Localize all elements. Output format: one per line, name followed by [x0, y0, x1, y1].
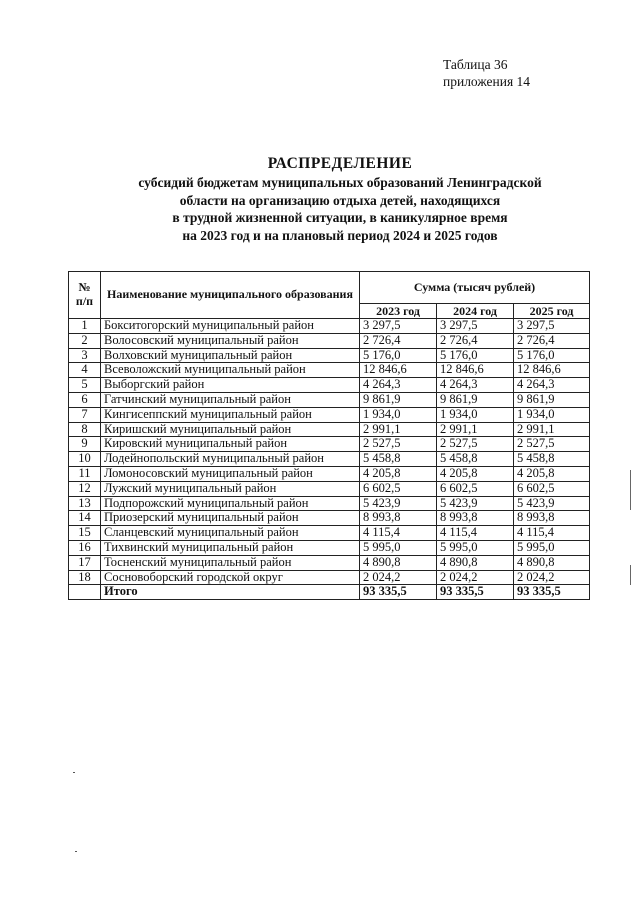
municipality-name: Гатчинский муниципальный район — [101, 392, 360, 407]
municipality-name: Выборгский район — [101, 378, 360, 393]
table-row — [69, 511, 590, 526]
value-2025: 2 024,2 — [514, 570, 590, 585]
value-2025: 4 205,8 — [514, 466, 590, 481]
row-number: 14 — [69, 511, 101, 526]
value-2023: 6 602,5 — [360, 481, 437, 496]
value-2023: 2 991,1 — [360, 422, 437, 437]
value-2023: 4 264,3 — [360, 378, 437, 393]
value-2023: 4 890,8 — [360, 555, 437, 570]
row-number: 16 — [69, 540, 101, 555]
subtitle-line-1: субсидий бюджетам муниципальных образований Ленинградской — [138, 175, 542, 190]
header-sum: Сумма (тысяч рублей) — [360, 272, 590, 304]
municipality-name: Бокситогорский муниципальный район — [101, 319, 360, 334]
value-2024: 12 846,6 — [437, 363, 514, 378]
row-number: 6 — [69, 392, 101, 407]
value-2024: 5 458,8 — [437, 452, 514, 467]
value-2025: 5 423,9 — [514, 496, 590, 511]
municipality-name: Волосовский муниципальный район — [101, 333, 360, 348]
scan-speck — [73, 772, 75, 773]
value-2024: 2 024,2 — [437, 570, 514, 585]
table-reference — [443, 56, 530, 90]
row-number: 5 — [69, 378, 101, 393]
municipality-name: Тосненский муниципальный район — [101, 555, 360, 570]
municipality-name: Сосновоборский городской округ — [101, 570, 360, 585]
total-row — [69, 585, 590, 600]
value-2023: 3 297,5 — [360, 319, 437, 334]
value-2023: 4 115,4 — [360, 526, 437, 541]
row-number: 2 — [69, 333, 101, 348]
table-row — [69, 333, 590, 348]
subtitle-line-2: области на организацию отдыха детей, находящихся — [179, 192, 501, 208]
table-row — [69, 319, 590, 334]
value-2024: 4 205,8 — [437, 466, 514, 481]
value-2023: 2 726,4 — [360, 333, 437, 348]
row-number: 17 — [69, 555, 101, 570]
table-row — [69, 422, 590, 437]
municipality-name: Киришский муниципальный район — [101, 422, 360, 437]
municipality-name: Приозерский муниципальный район — [101, 511, 360, 526]
table-row — [69, 540, 590, 555]
municipality-name: Сланцевский муниципальный район — [101, 526, 360, 541]
header-row-number: № п/п — [69, 272, 101, 319]
table-row — [69, 392, 590, 407]
header-municipality-name: Наименование муниципального образования — [101, 272, 360, 319]
distribution-table — [68, 271, 590, 600]
value-2023: 9 861,9 — [360, 392, 437, 407]
row-number: 4 — [69, 363, 101, 378]
row-number: 3 — [69, 348, 101, 363]
table-row — [69, 407, 590, 422]
row-number: 1 — [69, 319, 101, 334]
value-2024: 5 995,0 — [437, 540, 514, 555]
total-2025: 93 335,5 — [514, 585, 590, 600]
row-number: 18 — [69, 570, 101, 585]
value-2025: 3 297,5 — [514, 319, 590, 334]
row-number: 15 — [69, 526, 101, 541]
value-2024: 9 861,9 — [437, 392, 514, 407]
row-number: 8 — [69, 422, 101, 437]
municipality-name: Лужский муниципальный район — [101, 481, 360, 496]
total-number-cell — [69, 585, 101, 600]
value-2025: 2 726,4 — [514, 333, 590, 348]
value-2025: 5 995,0 — [514, 540, 590, 555]
value-2025: 4 890,8 — [514, 555, 590, 570]
value-2024: 4 890,8 — [437, 555, 514, 570]
subtitle-line-3: в трудной жизненной ситуации, в каникулярное время — [172, 210, 508, 225]
value-2025: 6 602,5 — [514, 481, 590, 496]
table-row — [69, 496, 590, 511]
value-2023: 1 934,0 — [360, 407, 437, 422]
total-2024: 93 335,5 — [437, 585, 514, 600]
value-2023: 5 176,0 — [360, 348, 437, 363]
value-2023: 5 458,8 — [360, 452, 437, 467]
subtitle-line-4: на 2023 год и на плановый период 2024 и 2025 годов — [182, 227, 498, 243]
value-2024: 4 115,4 — [437, 526, 514, 541]
value-2025: 9 861,9 — [514, 392, 590, 407]
municipality-name: Кировский муниципальный район — [101, 437, 360, 452]
appendix-number: приложения 14 — [443, 74, 531, 89]
table-row — [69, 555, 590, 570]
value-2025: 4 264,3 — [514, 378, 590, 393]
value-2024: 8 993,8 — [437, 511, 514, 526]
value-2025: 12 846,6 — [514, 363, 590, 378]
value-2023: 8 993,8 — [360, 511, 437, 526]
value-2024: 2 726,4 — [437, 333, 514, 348]
row-number: 9 — [69, 437, 101, 452]
value-2023: 2 024,2 — [360, 570, 437, 585]
header-year-2024: 2024 год — [437, 304, 514, 319]
table-body — [69, 319, 590, 600]
value-2025: 2 527,5 — [514, 437, 590, 452]
row-number: 10 — [69, 452, 101, 467]
municipality-name: Лодейнопольский муниципальный район — [101, 452, 360, 467]
table-row — [69, 348, 590, 363]
municipality-name: Всеволожский муниципальный район — [101, 363, 360, 378]
value-2024: 4 264,3 — [437, 378, 514, 393]
table-row — [69, 466, 590, 481]
table-row — [69, 437, 590, 452]
value-2023: 4 205,8 — [360, 466, 437, 481]
value-2025: 5 176,0 — [514, 348, 590, 363]
scan-speck — [75, 851, 77, 852]
value-2025: 5 458,8 — [514, 452, 590, 467]
value-2025: 8 993,8 — [514, 511, 590, 526]
document-title: РАСПРЕДЕЛЕНИЕ — [267, 155, 413, 172]
document-heading — [60, 154, 620, 244]
table-row — [69, 570, 590, 585]
value-2024: 6 602,5 — [437, 481, 514, 496]
row-number: 12 — [69, 481, 101, 496]
municipality-name: Подпорожский муниципальный район — [101, 496, 360, 511]
table-row — [69, 526, 590, 541]
value-2025: 4 115,4 — [514, 526, 590, 541]
value-2023: 5 423,9 — [360, 496, 437, 511]
header-year-2025: 2025 год — [514, 304, 590, 319]
value-2024: 2 991,1 — [437, 422, 514, 437]
value-2024: 2 527,5 — [437, 437, 514, 452]
value-2023: 12 846,6 — [360, 363, 437, 378]
value-2024: 1 934,0 — [437, 407, 514, 422]
table-row — [69, 363, 590, 378]
value-2024: 5 423,9 — [437, 496, 514, 511]
scan-edge-mark — [630, 470, 631, 510]
total-2023: 93 335,5 — [360, 585, 437, 600]
table-number: Таблица 36 — [443, 57, 508, 72]
municipality-name: Ломоносовский муниципальный район — [101, 466, 360, 481]
municipality-name: Тихвинский муниципальный район — [101, 540, 360, 555]
value-2024: 5 176,0 — [437, 348, 514, 363]
value-2024: 3 297,5 — [437, 319, 514, 334]
row-number: 13 — [69, 496, 101, 511]
municipality-name: Волховский муниципальный район — [101, 348, 360, 363]
value-2023: 5 995,0 — [360, 540, 437, 555]
municipality-name: Кингисеппский муниципальный район — [101, 407, 360, 422]
value-2025: 1 934,0 — [514, 407, 590, 422]
row-number: 11 — [69, 466, 101, 481]
value-2023: 2 527,5 — [360, 437, 437, 452]
total-label: Итого — [101, 585, 360, 600]
table-row — [69, 481, 590, 496]
table-row — [69, 452, 590, 467]
table-row — [69, 378, 590, 393]
value-2025: 2 991,1 — [514, 422, 590, 437]
header-year-2023: 2023 год — [360, 304, 437, 319]
scan-edge-mark — [630, 565, 631, 585]
row-number: 7 — [69, 407, 101, 422]
